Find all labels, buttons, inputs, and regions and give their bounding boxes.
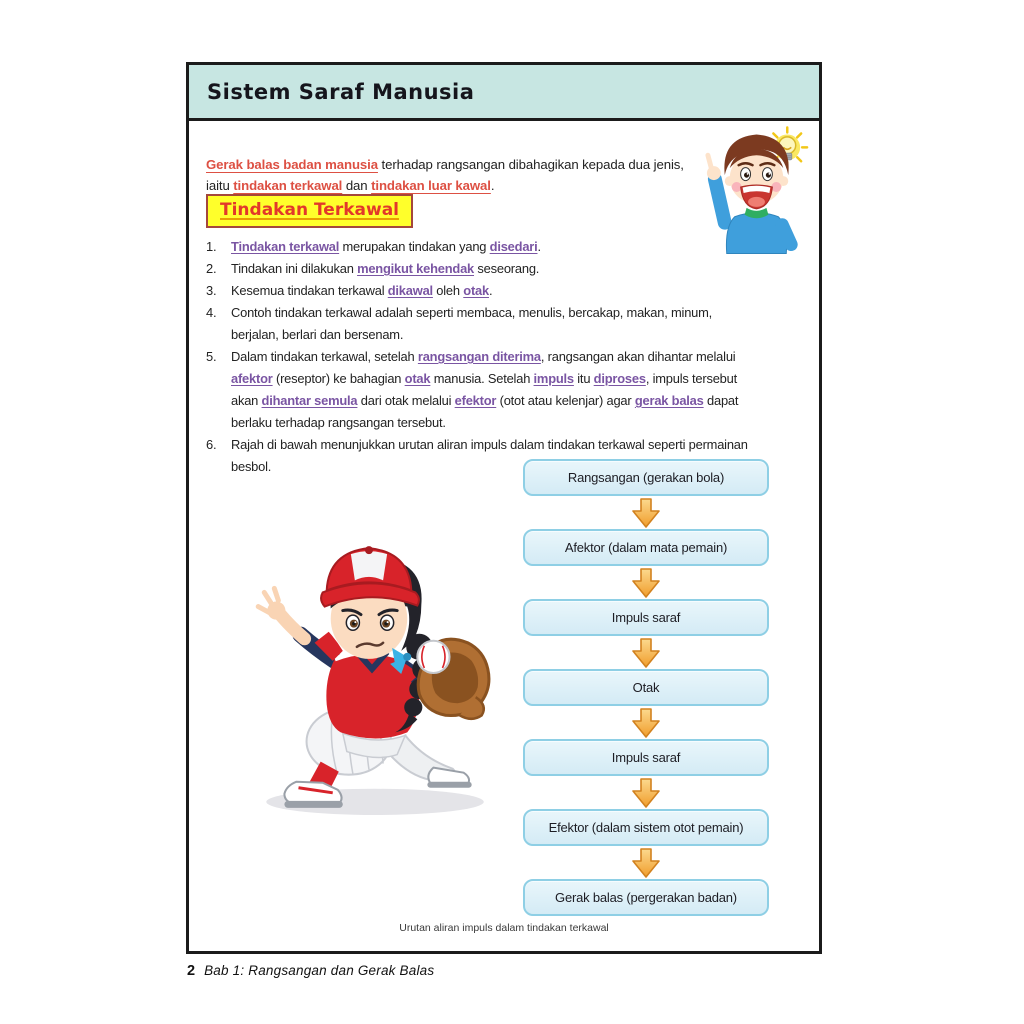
text-segment: . <box>488 283 493 298</box>
flow-step-label: Gerak balas (pergerakan badan) <box>555 890 737 905</box>
text-segment: , rangsangan akan dihantar melalui <box>540 349 736 364</box>
list-item <box>206 302 806 346</box>
highlighted-term: efektor <box>454 393 497 408</box>
highlighted-term: impuls <box>533 371 574 386</box>
numbered-list <box>206 236 806 478</box>
flow-step-box <box>523 599 769 636</box>
list-item-text <box>231 236 806 258</box>
flow-down-arrow-icon <box>632 498 660 528</box>
text-segment: . <box>490 178 495 194</box>
list-item-text <box>231 346 806 434</box>
list-item-number: 3. <box>206 283 217 298</box>
highlighted-term: mengikut kehendak <box>357 261 475 276</box>
text-segment: iaitu <box>206 178 234 194</box>
highlighted-term: Tindakan terkawal <box>231 239 340 254</box>
highlighted-term: gerak balas <box>634 393 704 408</box>
list-item-number: 4. <box>206 305 217 320</box>
page-header <box>189 65 819 121</box>
list-item <box>206 280 806 302</box>
text-segment: berjalan, berlari dan bersenam. <box>231 327 404 342</box>
highlighted-term: diproses <box>593 371 646 386</box>
text-segment: seseorang. <box>474 261 540 276</box>
flow-step-label: Rangsangan (gerakan bola) <box>567 470 725 485</box>
text-segment: (otot atau kelenjar) agar <box>496 393 635 408</box>
highlighted-term: dikawal <box>387 283 433 298</box>
list-item-text <box>231 280 806 302</box>
flow-arrow <box>632 566 660 599</box>
text-segment: dari otak melalui <box>357 393 455 408</box>
page-footer <box>187 963 434 979</box>
flow-step-box <box>523 529 769 566</box>
text-segment: oleh <box>432 283 464 298</box>
flow-arrow <box>632 496 660 529</box>
text-segment: terhadap rangsangan dibahagikan kepada dua jenis, <box>377 157 684 173</box>
flow-down-arrow-icon <box>632 708 660 738</box>
text-segment: Dalam tindakan terkawal, setelah <box>231 349 418 364</box>
flow-arrow <box>632 706 660 739</box>
list-item-text <box>231 302 806 346</box>
text-segment: dapat <box>703 393 739 408</box>
text-segment: Kesemua tindakan terkawal <box>231 283 388 298</box>
flow-down-arrow-icon <box>632 568 660 598</box>
intro-paragraph <box>206 154 726 196</box>
flow-arrow <box>632 636 660 669</box>
flow-step-label: Efektor (dalam sistem otot pemain) <box>548 820 744 835</box>
flow-arrow <box>632 776 660 809</box>
list-item <box>206 236 806 258</box>
text-segment: , impuls tersebut <box>645 371 737 386</box>
flow-step-box <box>523 669 769 706</box>
text-segment: besbol. <box>231 459 272 474</box>
baseball-catcher-illustration <box>236 528 508 820</box>
page-number: 2 <box>187 963 196 979</box>
highlighted-term: dihantar semula <box>261 393 358 408</box>
flow-step-box <box>523 879 769 916</box>
flow-step-label: Otak <box>632 680 660 695</box>
chapter-title: Bab 1: Rangsangan dan Gerak Balas <box>204 963 435 978</box>
highlighted-term: otak <box>404 371 431 386</box>
highlighted-term: rangsangan diterima <box>417 349 541 364</box>
flow-step-box <box>523 809 769 846</box>
list-item-number: 5. <box>206 349 217 364</box>
flow-down-arrow-icon <box>632 848 660 878</box>
content-frame <box>186 62 822 954</box>
flow-arrow <box>632 846 660 879</box>
text-segment: manusia. Setelah <box>430 371 534 386</box>
flow-down-arrow-icon <box>632 778 660 808</box>
text-segment: Tindakan ini dilakukan <box>231 261 358 276</box>
list-item-number: 2. <box>206 261 217 276</box>
flow-step-box <box>523 739 769 776</box>
highlighted-term: otak <box>463 283 489 298</box>
page-title: Sistem Saraf Manusia <box>207 79 475 104</box>
highlighted-term: tindakan luar kawal <box>371 178 491 194</box>
flow-step-label: Afektor (dalam mata pemain) <box>564 540 728 555</box>
text-segment: (reseptor) ke bahagian <box>272 371 405 386</box>
text-segment: . <box>537 239 541 254</box>
impulse-flowchart <box>523 459 769 916</box>
topic-heading-text: Tindakan Terkawal <box>220 200 399 220</box>
text-segment: Contoh tindakan terkawal adalah seperti membaca, menulis, bercakap, makan, minum, <box>231 305 713 320</box>
list-item <box>206 346 806 434</box>
highlighted-term: tindakan terkawal <box>233 178 343 194</box>
topic-heading-badge <box>206 194 413 228</box>
text-segment: itu <box>573 371 594 386</box>
highlighted-term: Gerak balas badan manusia <box>206 157 378 173</box>
list-item-text <box>231 258 806 280</box>
flowchart-caption: Urutan aliran impuls dalam tindakan terkawal <box>399 922 609 934</box>
list-item <box>206 258 806 280</box>
text-segment: akan <box>231 393 262 408</box>
text-segment: berlaku terhadap rangsangan tersebut. <box>231 415 446 430</box>
highlighted-term: afektor <box>231 371 273 386</box>
flow-step-box <box>523 459 769 496</box>
flow-down-arrow-icon <box>632 638 660 668</box>
flow-step-label: Impuls saraf <box>611 610 681 625</box>
text-segment: Rajah di bawah menunjukkan urutan aliran impuls dalam tindakan terkawal seperti permainan <box>231 437 748 452</box>
list-item-number: 6. <box>206 437 217 452</box>
baseball-catcher-graphic <box>236 528 508 820</box>
flow-step-label: Impuls saraf <box>611 750 681 765</box>
text-segment: dan <box>342 178 372 194</box>
list-item-number: 1. <box>206 239 217 254</box>
highlighted-term: disedari <box>489 239 538 254</box>
text-segment: merupakan tindakan yang <box>339 239 490 254</box>
